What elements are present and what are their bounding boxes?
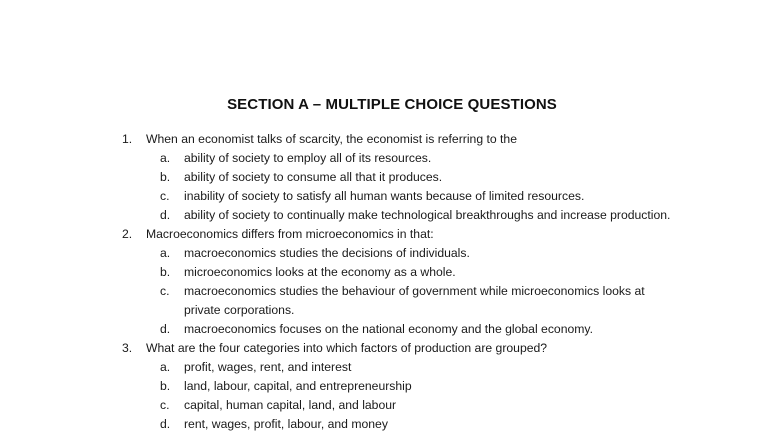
option-letter: c. — [160, 189, 170, 203]
option-text: land, labour, capital, and entrepreneurship — [184, 379, 412, 393]
answer-option — [122, 415, 682, 434]
option-letter: b. — [160, 170, 171, 184]
answer-option — [122, 263, 682, 282]
option-text: capital, human capital, land, and labour — [184, 398, 397, 412]
option-letter: c. — [160, 284, 170, 298]
question-text: Macroeconomics differs from microeconomics in that: — [146, 227, 434, 241]
section-title: SECTION A – MULTIPLE CHOICE QUESTIONS — [227, 96, 557, 113]
question-text: What are the four categories into which factors of production are grouped? — [146, 341, 548, 355]
question-list — [122, 130, 682, 434]
option-text: ability of society to consume all that it produces. — [184, 170, 443, 184]
answer-option — [122, 396, 682, 415]
option-letter: a. — [160, 360, 171, 374]
answer-option — [122, 149, 682, 168]
option-text: ability of society to continually make technological breakthroughs and increase production. — [184, 208, 671, 222]
answer-option — [122, 320, 682, 339]
question-number: 1. — [122, 132, 133, 146]
question-number: 2. — [122, 227, 133, 241]
option-letter: b. — [160, 265, 171, 279]
option-text: inability of society to satisfy all human wants because of limited resources. — [184, 189, 585, 203]
answer-options — [122, 149, 682, 225]
option-text: rent, wages, profit, labour, and money — [184, 417, 388, 431]
option-text: profit, wages, rent, and interest — [184, 360, 352, 374]
option-letter: d. — [160, 322, 171, 336]
option-text: macroeconomics studies the behaviour of government while microeconomics looks at private corporations. — [184, 284, 645, 317]
answer-options — [122, 358, 682, 434]
question-1 — [122, 130, 682, 225]
question-3 — [122, 339, 682, 434]
option-letter: c. — [160, 398, 170, 412]
answer-option — [122, 206, 682, 225]
answer-options — [122, 244, 682, 339]
option-text: ability of society to employ all of its resources. — [184, 151, 432, 165]
option-text: microeconomics looks at the economy as a whole. — [184, 265, 456, 279]
answer-option — [122, 187, 682, 206]
option-letter: b. — [160, 379, 171, 393]
question-text: When an economist talks of scarcity, the economist is referring to the — [146, 132, 517, 146]
option-text: macroeconomics studies the decisions of individuals. — [184, 246, 470, 260]
answer-option — [122, 168, 682, 187]
answer-option — [122, 358, 682, 377]
option-letter: d. — [160, 208, 171, 222]
option-letter: a. — [160, 246, 171, 260]
answer-option — [122, 244, 682, 263]
question-2 — [122, 225, 682, 339]
option-letter: d. — [160, 417, 171, 431]
answer-option — [122, 377, 682, 396]
answer-option — [122, 282, 682, 320]
option-letter: a. — [160, 151, 171, 165]
question-number: 3. — [122, 341, 133, 355]
option-text: macroeconomics focuses on the national economy and the global economy. — [184, 322, 593, 336]
